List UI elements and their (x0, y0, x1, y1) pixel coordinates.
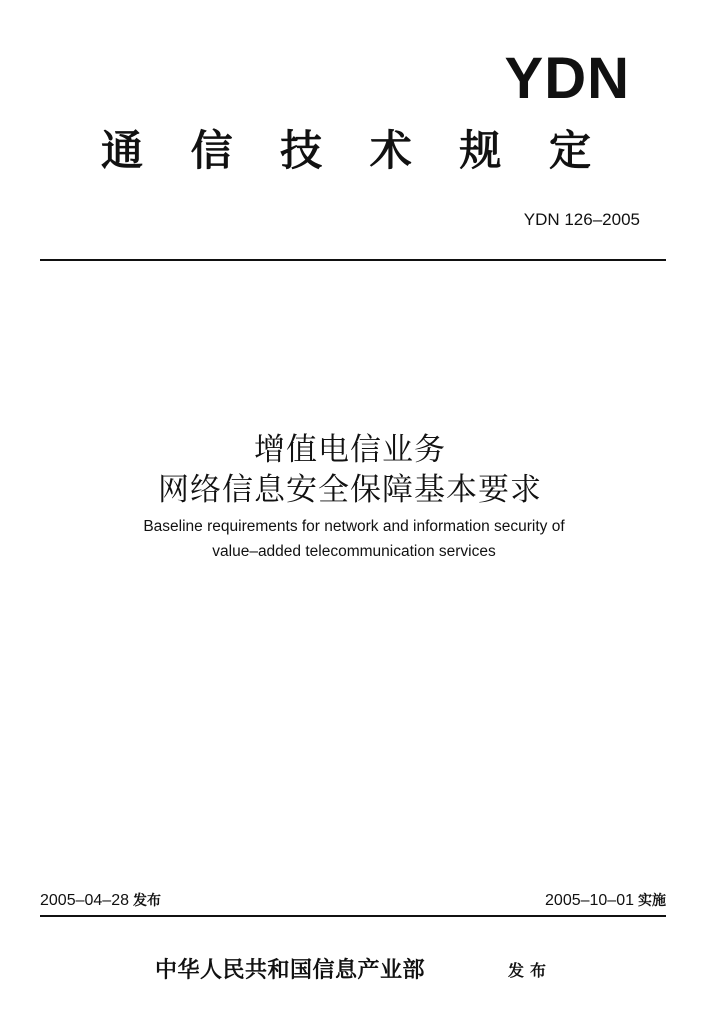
publisher-action: 发布 (508, 961, 553, 980)
top-divider (40, 259, 666, 261)
date-row (40, 890, 666, 910)
title-zh-line2: 网络信息安全保障基本要求 (158, 472, 542, 508)
title-en-line2: value–added telecommunication services (212, 543, 496, 560)
standard-type-char: 技 (280, 126, 323, 175)
title-en-line1: Baseline requirements for network and information security of (143, 518, 565, 535)
effective-date: 2005–10–01 (545, 892, 634, 909)
standard-type-heading (96, 126, 596, 175)
title-block (0, 430, 718, 564)
effective-date-group (545, 890, 666, 910)
standard-number: YDN 126–2005 (523, 210, 640, 229)
issue-date: 2005–04–28 (40, 892, 129, 909)
issue-label: 发布 (132, 893, 161, 909)
bottom-divider (40, 915, 666, 917)
standard-type-char: 通 (100, 126, 143, 175)
issue-date-group (40, 890, 161, 910)
title-zh-line1: 增值电信业务 (254, 432, 446, 468)
ydn-logo: YDN (504, 46, 630, 111)
title-en (0, 514, 718, 564)
publisher-name: 中华人民共和国信息产业部 (155, 957, 426, 983)
standard-type-char: 定 (548, 126, 591, 175)
effective-label: 实施 (638, 893, 666, 909)
standard-type-char: 规 (459, 126, 502, 175)
standard-type-char: 信 (190, 126, 233, 175)
standard-type-char: 术 (369, 126, 412, 175)
